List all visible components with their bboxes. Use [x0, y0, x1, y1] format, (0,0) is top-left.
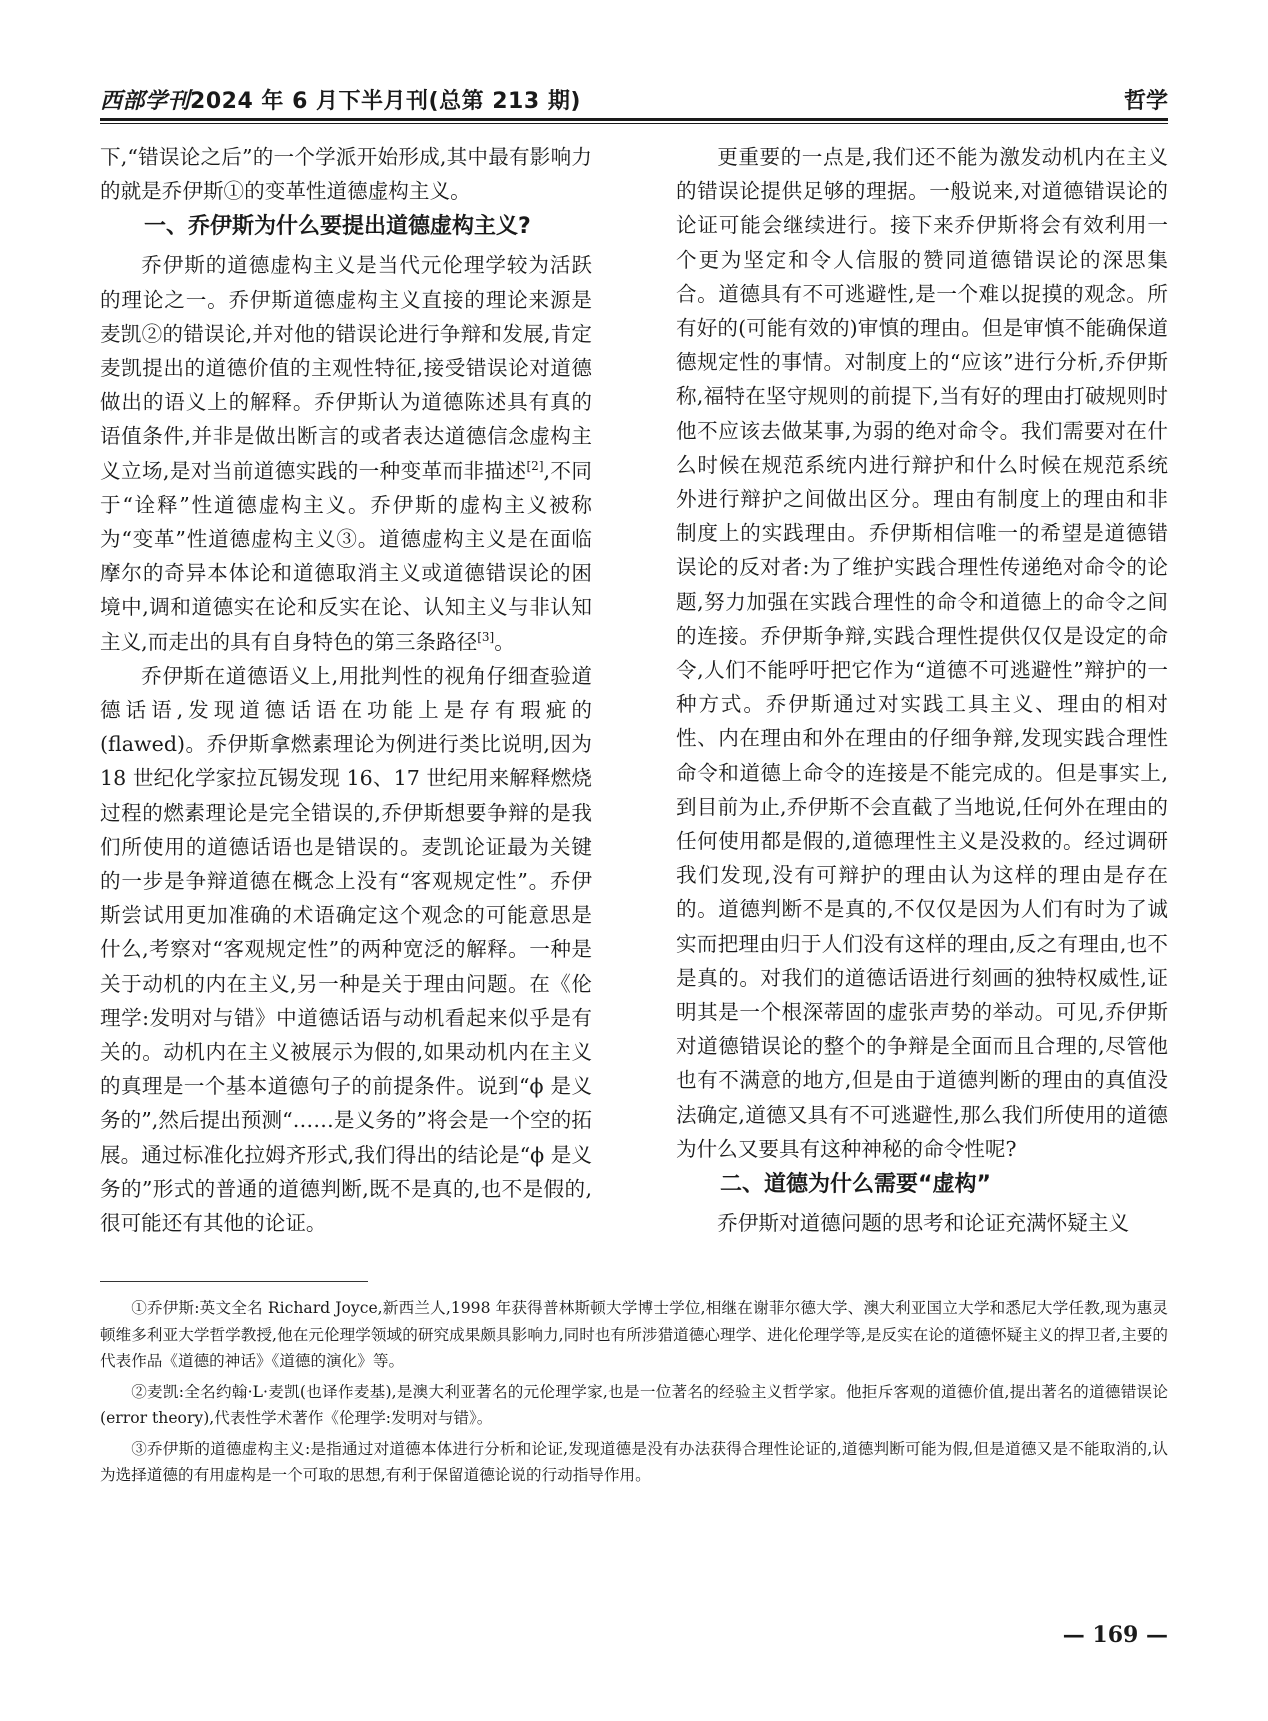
header-rule-thick — [100, 118, 1168, 121]
paragraph: 乔伊斯在道德语义上,用批判性的视角仔细查验道德话语,发现道德话语在功能上是存有瑕疵的(flawed)。乔伊斯拿燃素理论为例进行类比说明,因为 18 世纪化学家拉瓦锡发现 16、17 世纪用来解释燃烧过程的燃素理论是完全错误的,乔伊斯想要争辩的是我们所使用的道德话语也是错误的。麦凯论证最为关键的一步是争辩道德在概念上没有“客观规定性”。乔伊斯尝试用更加准确的术语确定这个观念的可能意思是什么,考察对“客观规定性”的两种宽泛的解释。一种是关于动机的内在主义,另一种是关于理由问题。在《伦理学:发明对与错》中道德话语与动机看起来似乎是有关的。动机内在主义被展示为假的,如果动机内在主义的真理是一个基本道德句子的前提条件。说到“ϕ 是义务的”,然后提出预测“……是义务的”将会是一个空的拓展。通过标准化拉姆齐形式,我们得出的结论是“ϕ 是义务的”形式的普通的道德判断,既不是真的,也不是假的,很可能还有其他的论证。 — [100, 663, 592, 1236]
paragraph-text: 乔伊斯的道德虚构主义是当代元伦理学较为活跃的理论之一。乔伊斯道德虚构主义直接的理论来源是麦凯②的错误论,并对他的错误论进行争辩和发展,肯定麦凯提出的道德价值的主观性特征,接受错误论对道德做出的语义上的解释。乔伊斯认为道德陈述具有真的语值条件,并非是做出断言的或者表达道德信念虚构主义立场,是对当前道德实践的一种变革而非描述 — [100, 253, 592, 483]
paragraph: 乔伊斯对道德问题的思考和论证充满怀疑主义 — [717, 1211, 1130, 1236]
section-heading-2: 二、道德为什么需要“虚构” — [720, 1172, 991, 1198]
footnote: ③乔伊斯的道德虚构主义:是指通过对道德本体进行分析和论证,发现道德是没有办法获得合理性论证的,道德判断可能为假,但是道德又是不能取消的,认为选择道德的有用虚构是一个可取的思想,有利于保留道德论说的行动指导作用。 — [100, 1439, 1168, 1484]
page-number: — 169 — — [1062, 1622, 1168, 1648]
page-header — [100, 80, 1168, 124]
footnotes — [100, 1295, 1168, 1493]
left-column — [100, 140, 592, 1240]
footnote: ②麦凯:全名约翰·L·麦凯(也译作麦基),是澳大利亚著名的元伦理学家,也是一位著名的经验主义哲学家。他拒斥客观的道德价值,提出著名的道德错误论(error theory),代表性学术著作《伦理学:发明对与错》。 — [100, 1382, 1168, 1427]
header-rule-thin — [100, 123, 1168, 124]
paragraph-text: ,不同于“诠释”性道德虚构主义。乔伊斯的虚构主义被称为“变革”性道德虚构主义③。道德虚构主义是在面临摩尔的奇异本体论和道德取消主义或道德错误论的困境中,调和道德实在论和反实在论、认知主义与非认知主义,而走出的具有自身特色的第三条路径 — [100, 458, 593, 654]
journal-masthead — [100, 84, 581, 115]
section-label: 哲学 — [1123, 89, 1168, 114]
footnote-divider — [100, 1281, 368, 1282]
citation-ref: [3] — [477, 629, 495, 644]
journal-logo: 西部学刊 — [100, 88, 191, 114]
issue-info: 2024 年 6 月下半月刊(总第 213 期) — [190, 89, 581, 114]
section-heading-1: 一、乔伊斯为什么要提出道德虚构主义? — [144, 214, 531, 240]
paragraph — [100, 248, 592, 658]
paragraph-text: 。 — [494, 629, 515, 654]
paragraph: 下,“错误论之后”的一个学派开始形成,其中最有影响力的就是乔伊斯①的变革性道德虚构主义。 — [100, 145, 592, 204]
paragraph: 更重要的一点是,我们还不能为激发动机内在主义的错误论提供足够的理据。一般说来,对道德错误论的论证可能会继续进行。接下来乔伊斯将会有效利用一个更为坚定和令人信服的赞同道德错误论的深思集合。道德具有不可逃避性,是一个难以捉摸的观念。所有好的(可能有效的)审慎的理由。但是审慎不能确保道德规定性的事情。对制度上的“应该”进行分析,乔伊斯称,福特在坚守规则的前提下,当有好的理由打破规则时他不应该去做某事,为弱的绝对命令。我们需要对在什么时候在规范系统内进行辩护和什么时候在规范系统外进行辩护之间做出区分。理由有制度上的理由和非制度上的实践理由。乔伊斯相信唯一的希望是道德错误论的反对者:为了维护实践合理性传递绝对命令的论题,努力加强在实践合理性的命令和道德上的命令之间的连接。乔伊斯争辩,实践合理性提供仅仅是设定的命令,人们不能呼吁把它作为“道德不可逃避性”辩护的一种方式。乔伊斯通过对实践工具主义、理由的相对性、内在理由和外在理由的仔细争辩,发现实践合理性命令和道德上命令的连接是不能完成的。但是事实上,到目前为止,乔伊斯不会直截了当地说,任何外在理由的任何使用都是假的,道德理性主义是没救的。经过调研我们发现,没有可辩护的理由认为这样的理由是存在的。道德判断不是真的,不仅仅是因为人们有时为了诚实而把理由归于人们没有这样的理由,反之有理由,也不是真的。对我们的道德话语进行刻画的独特权威性,证明其是一个根深蒂固的虚张声势的举动。可见,乔伊斯对道德错误论的整个的争辩是全面而且合理的,尽管他也有不满意的地方,但是由于道德判断的理由的真值没法确定,道德又具有不可逃避性,那么我们所使用的道德为什么又要具有这种神秘的命令性呢? — [676, 145, 1168, 1161]
citation-ref: [2] — [526, 458, 544, 473]
right-column — [676, 140, 1168, 1240]
footnote: ①乔伊斯:英文全名 Richard Joyce,新西兰人,1998 年获得普林斯顿大学博士学位,相继在谢菲尔德大学、澳大利亚国立大学和悉尼大学任教,现为惠灵顿维多利亚大学哲学教授,他在元伦理学领域的研究成果颇具影响力,同时也有所涉猎道德心理学、进化伦理学等,是反实在论的道德怀疑主义的捍卫者,主要的代表作品《道德的神话》《道德的演化》等。 — [100, 1299, 1168, 1370]
